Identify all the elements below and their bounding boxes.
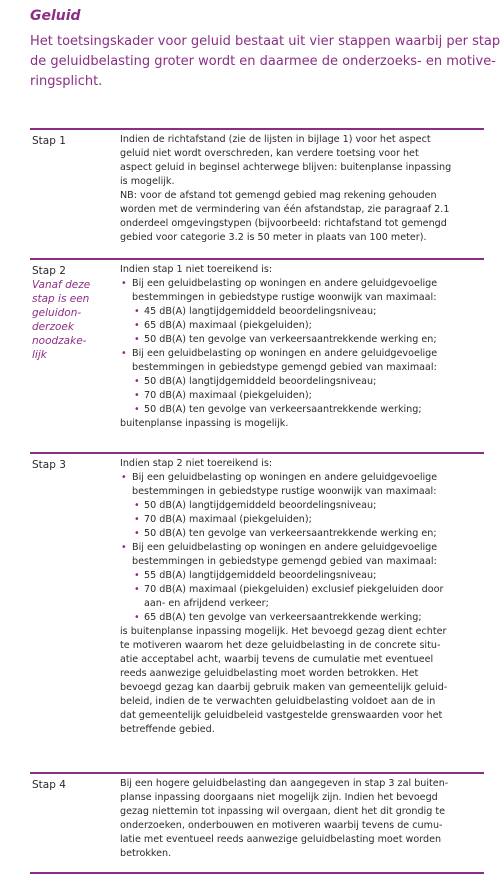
text-line: te motiveren waarom het deze geluidbelasting in de concrete situ-: [120, 640, 441, 651]
step-label: [32, 264, 102, 362]
step-row: [30, 452, 484, 774]
text-line: onderzoeken, onderbouwen en motiveren waarbij tevens de cumu-: [120, 820, 443, 831]
text-line: reeds aanwezige geluidbelasting moet worden betrokken. Het: [120, 668, 419, 679]
bullet-item: • 70 dB(A) maximaal (piekgeluiden) exclusief piekgeluiden door: [120, 583, 482, 597]
text-line: is mogelijk.: [120, 176, 175, 187]
text-line: geluid niet wordt overschreden, kan verdere toetsing voor het: [120, 148, 419, 159]
bullet-item: • 50 dB(A) ten gevolge van verkeersaantrekkende werking;: [120, 403, 482, 417]
text-line: aspect geluid in beginsel achterwege blijven: buitenplanse inpassing: [120, 162, 452, 173]
text-line: planse inpassing doorgaans niet mogelijk zijn. Indien het bevoegd: [120, 792, 438, 803]
step-description: [120, 133, 482, 245]
bullet-item: • 70 dB(A) maximaal (piekgeluiden);: [120, 513, 482, 527]
text-line: Indien de richtafstand (zie de lijsten in bijlage 1) voor het aspect: [120, 134, 431, 145]
text-line: aan- en afrijdend verkeer;: [144, 598, 269, 609]
step-note-line: lijk: [32, 349, 47, 361]
intro-paragraph: [30, 32, 501, 92]
step-title: Stap 2: [32, 265, 66, 277]
text-line: betrokken.: [120, 848, 172, 859]
step-title: Stap 1: [32, 135, 66, 147]
step-label: [32, 778, 102, 792]
bullet-item: • Bij een geluidbelasting op woningen en andere geluidgevoelige: [120, 277, 482, 291]
text-line: bevoegd gezag kan daarbij gebruik maken van gemeentelijk geluid-: [120, 682, 448, 693]
bullet-item: • 50 dB(A) langtijdgemiddeld beoordelingsniveau;: [120, 499, 482, 513]
step-title: Stap 4: [32, 779, 66, 791]
text-line: Bij een hogere geluidbelasting dan aangegeven in stap 3 zal buiten-: [120, 778, 449, 789]
bullet-item: • 70 dB(A) maximaal (piekgeluiden);: [120, 389, 482, 403]
step-description: [120, 777, 482, 861]
step-row: [30, 128, 484, 260]
step-row: [30, 772, 484, 874]
text-line: bestemmingen in gebiedstype gemengd gebied van maximaal:: [132, 556, 437, 567]
intro-line: Het toetsingskader voor geluid bestaat uit vier stappen waarbij per stap: [30, 34, 501, 49]
bullet-item: • 50 dB(A) ten gevolge van verkeersaantrekkende werking en;: [120, 333, 482, 347]
text-line: onderdeel omgevingstypen (bijvoorbeeld: richtafstand tot gemengd: [120, 218, 447, 229]
step-note-line: noodzake-: [32, 335, 87, 347]
text-line: bestemmingen in gebiedstype rustige woonwijk van maximaal:: [132, 486, 437, 497]
bullet-item: • Bij een geluidbelasting op woningen en andere geluidgevoelige: [120, 471, 482, 485]
text-line: gezag niettemin tot inpassing wil overgaan, dient het dit grondig te: [120, 806, 446, 817]
text-line: betreffende gebied.: [120, 724, 215, 735]
bullet-item: • Bij een geluidbelasting op woningen en andere geluidgevoelige: [120, 541, 482, 555]
step-note-line: Vanaf deze: [32, 279, 91, 291]
text-line: NB: voor de afstand tot gemengd gebied mag rekening gehouden: [120, 190, 437, 201]
text-line: dat gemeentelijk geluidbeleid vastgestelde grenswaarden voor het: [120, 710, 443, 721]
step-note-line: stap is een: [32, 293, 90, 305]
step-description: [120, 457, 482, 737]
step-note-line: geluidon-: [32, 307, 82, 319]
text-line: Indien stap 2 niet toereikend is:: [120, 458, 273, 469]
bullet-item: • 50 dB(A) ten gevolge van verkeersaantrekkende werking en;: [120, 527, 482, 541]
step-description: [120, 263, 482, 431]
bullet-item: • 45 dB(A) langtijdgemiddeld beoordelingsniveau;: [120, 305, 482, 319]
step-title: Stap 3: [32, 459, 66, 471]
text-line: latie met eventueel reeds aanwezige geluidbelasting moet worden: [120, 834, 442, 845]
text-line: beleid, indien de te verwachten geluidbelasting voldoet aan de in: [120, 696, 436, 707]
text-line: worden met de vermindering van één afstandstap, zie paragraaf 2.1: [120, 204, 450, 215]
step-label: [32, 134, 102, 148]
step-note-line: derzoek: [32, 321, 74, 333]
bullet-item: • 55 dB(A) langtijdgemiddeld beoordelingsniveau;: [120, 569, 482, 583]
text-line: buitenplanse inpassing is mogelijk.: [120, 418, 289, 429]
text-line: Indien stap 1 niet toereikend is:: [120, 264, 273, 275]
text-line: bestemmingen in gebiedstype rustige woonwijk van maximaal:: [132, 292, 437, 303]
bullet-item: • 65 dB(A) maximaal (piekgeluiden);: [120, 319, 482, 333]
bullet-item: • 50 dB(A) langtijdgemiddeld beoordelingsniveau;: [120, 375, 482, 389]
text-line: gebied voor categorie 3.2 is 50 meter in plaats van 100 meter).: [120, 232, 427, 243]
step-label: [32, 458, 102, 472]
bullet-item: • Bij een geluidbelasting op woningen en andere geluidgevoelige: [120, 347, 482, 361]
intro-line: de geluidbelasting groter wordt en daarmee de onderzoeks- en motive-: [30, 54, 496, 69]
text-line: atie acceptabel acht, waarbij tevens de cumulatie met eventueel: [120, 654, 434, 665]
text-line: is buitenplanse inpassing mogelijk. Het bevoegd gezag dient echter: [120, 626, 447, 637]
section-heading: Geluid: [30, 8, 81, 24]
step-row: [30, 258, 484, 454]
bullet-item: • 65 dB(A) ten gevolge van verkeersaantrekkende werking;: [120, 611, 482, 625]
intro-line: ringsplicht.: [30, 74, 103, 89]
text-line: bestemmingen in gebiedstype gemengd gebied van maximaal:: [132, 362, 437, 373]
